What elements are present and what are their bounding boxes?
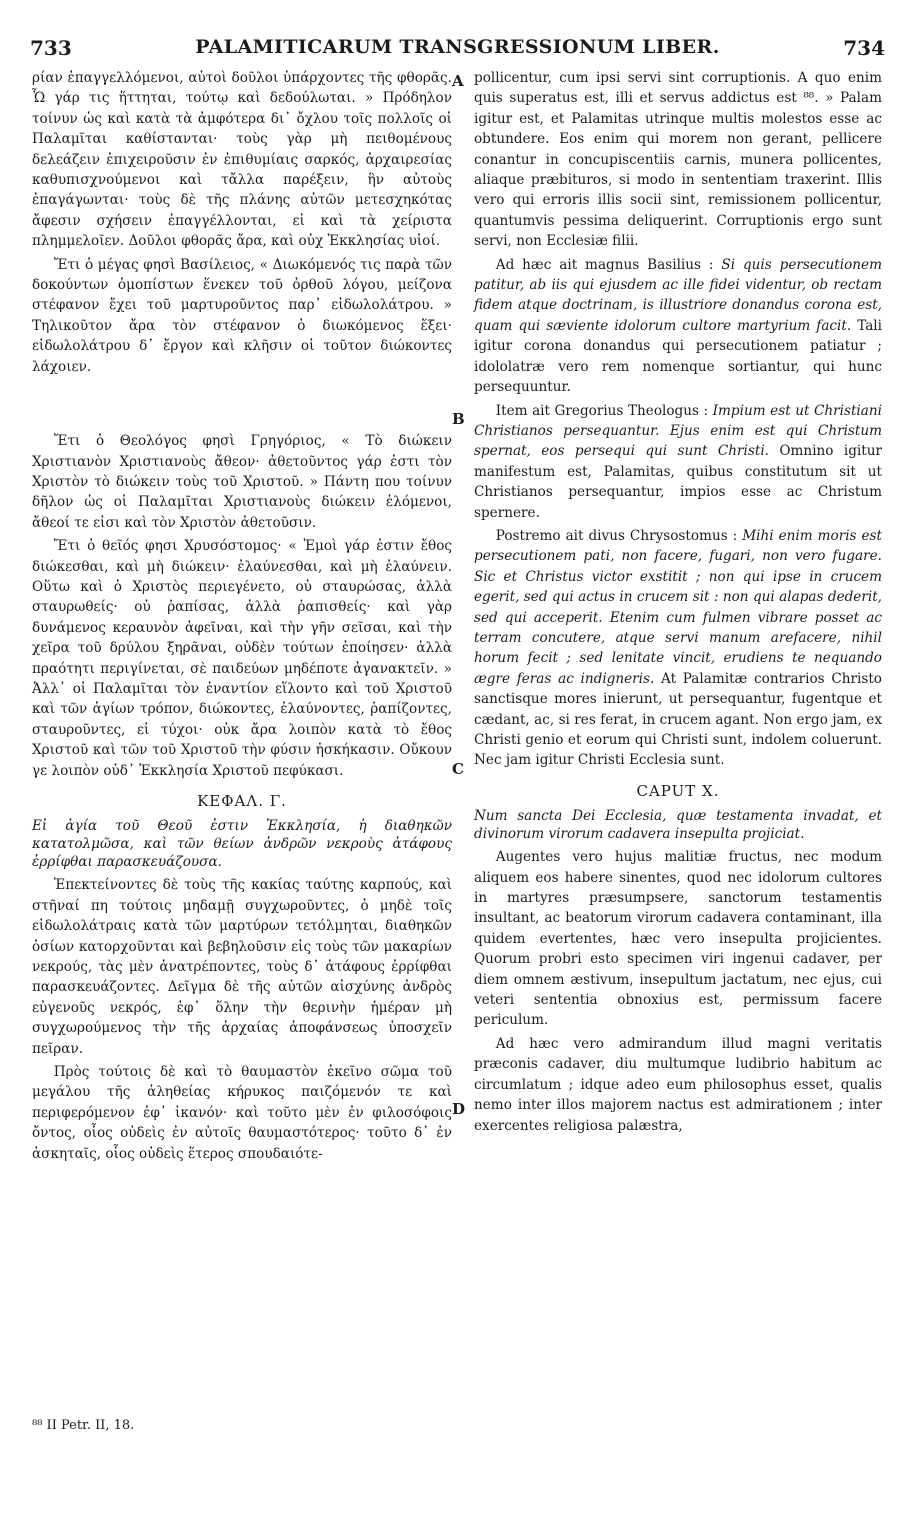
latin-paragraph-1: pollicentur, cum ipsi servi sint corruptionis. A quo enim quis superatus est, illi et servus addictus est ⁸⁸. » Palam igitur est, et Palamitas utrinque multis molestos esse ac obtundere. Eos enim qui morem non gerant, pellicere conantur in concupiscentiis carnis, munera pollicentes, aliaque præbituros, si modo in sententiam traxerint. Illis vero qui erroris illis socii sint, remissionem pollicentur, quantumvis pessima deliquerint. Corruptionis ergo sunt servi, non Ecclesiæ filii. [474,70,882,250]
latin-p4-quote: Mihi enim moris est persecutionem pati, non facere, fugari, non vero fugare. Sic et Christus victor exstitit ; non qui ipse in crucem egerit, sed qui actus in crucem sit : non qui alapas dederit, sed qui acceperit. Etenim cum fulmen vibrare posset ac terram concutere, atque servi manum arefacere, nihil horum fecit ; sed lenitate vincit, erudiens te nequando ægre feras ac indigneris. [474,527,882,687]
greek-chapter-heading: ΚΕΦΑΛ. Γ. [197,792,287,810]
section-marker-b: B [452,410,465,428]
latin-p3-intro: Item ait Gregorius Theologus : [495,402,713,419]
latin-p4-intro: Postremo ait divus Chrysostomus : [495,527,743,544]
latin-p2-rest: Tali igitur corona donandus qui persecutionem patiatur ; idololatræ vero rem nomenque sortiantur, qui hunc persequuntur. [474,317,883,396]
section-marker-c: C [452,760,464,778]
section-marker-a: A [452,72,464,90]
greek-paragraph-4: Ἔτι ὁ θεῖός φησι Χρυσόστομος· « Ἐμοὶ γάρ ἐστιν ἔθος διώκεσθαι, καὶ μὴ διώκειν· ἐλαύνεσθαι, καὶ μὴ ἐλαύνειν. Οὕτω καὶ ὁ Χριστὸς περιεγένετο, οὐ σταυρώσας, ἀλλὰ σταυρωθείς· οὐ ῥαπίσας, ἀλλὰ ῥαπισθείς· καὶ γὰρ δυνάμενος κεραυνὸν ἀφεῖναι, καὶ τὴν γῆν σεῖσαι, καὶ τὴν χεῖρα τοῦ δρύλου ξηρᾶναι, οὐδὲν τούτων ἐποίησεν· ἀλλὰ πραότητι περιγίνεται, σὲ παιδεύων μηδέποτε ἀγανακτεῖν. » Ἀλλ᾽ οἱ Παλαμῖται τὸν ἐναντίον εἵλοντο καὶ τοῦ Χριστοῦ καὶ τῶν ἁγίων τρόπον, διώκοντες, ἐλαύνοντες, ῥαπίζοντες, σταυροῦντες, εἰ τύχοι· οὐκ ἄρα λοιπὸν κατὰ τὸ ἔθος Χριστοῦ καὶ τῶν τοῦ Χριστοῦ τὴν φύσιν ἠσκήκασιν. Οὔκουν γε λοιπὸν οὐδ᾽ Ἐκκλησία Χριστοῦ πεφύκασι. [32,538,452,779]
latin-paragraph-2 [474,255,882,398]
greek-paragraph-3: Ἔτι ὁ Θεολόγος φησὶ Γρηγόριος, « Τὸ διώκειν Χριστιανὸν Χριστιανοὺς ἄθεον· ἀθετοῦντος γάρ ἐστι τὸν Χριστὸν τὸ διώκειν τοὺς τοῦ Χριστοῦ. » Πάντη που τοίνυν δῆλον ὡς οἱ Παλαμῖται Χριστιανοὺς διώκειν ἑλόμενοι, ἄθεοί τε εἰσι καὶ τὸν Χριστὸν ἀθετοῦσιν. [32,433,452,531]
running-title: PALAMITICARUM TRANSGRESSIONUM LIBER. [195,36,720,58]
page-header [30,34,885,64]
latin-p3-quote: Impium est ut Christiani Christianos persequantur. Ejus enim est qui Christum spernat, eos persequi qui sunt Christi. [474,402,882,460]
footnote: ⁸⁸ II Petr. II, 18. [32,1418,135,1433]
latin-paragraph-3 [474,401,882,523]
page-number-right: 734 [843,36,885,60]
page-number-left: 733 [30,36,72,60]
greek-paragraph-5: Ἐπεκτείνοντες δὲ τοὺς τῆς κακίας ταύτης καρπούς, καὶ στῆναί πη τούτοις μηδαμῇ συγχωροῦντες, ὁ μηδὲ τοῖς εἰδωλολάτραις κατὰ τῶν μαρτύρων τετόλμηται, διαθηκῶν ὁσίων κατορχοῦνται καὶ βεβηλοῦσιν εἰς τοὺς τῶν μακαρίων νεκρούς, τὰς μὲν ἀνατρέποντες, τοὺς δ᾽ ἀτάφους ἐρρίφθαι παρασκευάζοντες. Δεῖγμα δὲ τῆς αὐτῶν αἰσχύνης ἀνδρὸς εὐγενοῦς νεκρός, ἐφ᾽ ὅλην τὴν θερινὴν ἡμέραν μὴ συγχωρούμενος τὴν τῆς ἀρχαίας ἀποφάνσεως ὑποσχεῖν πεῖραν. [32,877,452,1057]
latin-column [474,68,882,1136]
greek-column [32,68,452,1164]
latin-paragraph-6: Ad hæc vero admirandum illud magni veritatis præconis cadaver, diu multumque ludibrio habitum ac circumlatum ; idque adeo eum philosophus esset, qualis nemo inter illos majorem nactus est admirationem ; inter exercentes religiosa palæstra, [474,1035,882,1134]
greek-paragraph-6: Πρὸς τούτοις δὲ καὶ τὸ θαυμαστὸν ἐκεῖνο σῶμα τοῦ μεγάλου τῆς ἀληθείας κήρυκος παιζόμενόν τε καὶ περιφερόμενον ἐφ᾽ ἱκανόν· καὶ τοῦτο μὲν ἐν φιλοσόφοις ὄντος, οἷος οὐδεὶς ἐν αὐτοῖς θαυμαστότερος· τοῦτο δ᾽ ἐν ἀσκηταῖς, οἷος οὐδεὶς ἕτερος σπουδαιότε- [32,1064,452,1162]
greek-chapter-summary: Εἰ ἁγία τοῦ Θεοῦ ἐστιν Ἐκκλησία, ἡ διαθηκῶν κατατολμῶσα, καὶ τῶν θείων ἀνδρῶν νεκροὺς ἀτάφους ἐρρίφθαι παρασκευάζουσα. [32,818,452,871]
latin-paragraph-4 [474,526,882,771]
latin-paragraph-5: Augentes vero hujus malitiæ fructus, nec modum aliquem eos habere sinentes, quod nec idolorum cultores in martyres præsumpsere, sanctorum testamentis insultant, ac beatorum virorum cadavera contaminant, illa quidem evertentes, hæc vero insepulta projicientes. Quorum probri esto specimen viri ingenui cadaver, per diem omnem æstivum, insepultum jactatum, nec ejus, cui veteri sententia obnoxius est, permissum facere periculum. [474,849,882,1029]
latin-p4-rest: At Palamitæ contrarios Christo sanctisque mores inierunt, ut persequantur, fugentque et cædant, ac, si res ferat, in crucem agant. Non ergo jam, ex Christi genio et eorum qui Christi sunt, indolem coluerunt. Nec jam igitur Christi Ecclesia sunt. [474,670,882,769]
latin-p2-intro: Ad hæc ait magnus Basilius : [495,256,722,273]
latin-chapter-heading: CAPUT X. [636,781,720,800]
greek-paragraph-2: Ἔτι ὁ μέγας φησὶ Βασίλειος, « Διωκόμενός τις παρὰ τῶν δοκούντων ὁμοπίστων ἕνεκεν τοῦ ὀρθοῦ λόγου, μείζονα στέφανον ἔχει τοῦ μαρτυροῦντος παρ᾽ εἰδωλολάτρου. » Τηλικοῦτον ἄρα τὸν στέφανον ὁ διωκόμενος ἕξει· εἰδωλολάτρου δ᾽ ἔργον καὶ κλῆσιν οἱ τοῦτον διώκοντες λάχοιεν. [32,256,452,375]
greek-paragraph-1: ρίαν ἐπαγγελλόμενοι, αὐτοὶ δοῦλοι ὑπάρχοντες τῆς φθορᾶς. Ὧ γάρ τις ἥττηται, τούτῳ καὶ δεδούλωται. » Πρόδηλον τοίνυν ὡς καὶ κατὰ τὰ ἀμφότερα δι᾽ ὄχλου τοῖς πολλοῖς οἱ Παλαμῖται καθίστανται· τοὺς γὰρ μὴ πειθομένους δελεάζειν ἐπιχειροῦσιν ἐν ἐπιθυμίαις σαρκός, ἀρχαιρεσίας καθυπισχνούμενοι καὶ τἄλλα παρέξειν, ἣν αὐτοὺς ἐπαγάγωνται· τοὺς δὲ τῆς πλάνης αὐτῶν μετεσχηκότας ἄφεσιν σχήσειν ἐπαγγέλλονται, εἰ καὶ τὰ χείριστα πλημμελοῖεν. Δοῦλοι φθορᾶς ἄρα, καὶ οὐχ Ἐκκλησίας υἱοί. [32,70,452,250]
latin-chapter-summary: Num sancta Dei Ecclesia, quæ testamenta invadat, et divinorum virorum cadavera insepulta projiciat. [474,808,882,843]
latin-p3-rest: Omnino igitur manifestum est, Palamitas, quibus constitutum sit ut Christianos persequantur, impios esse ac Christum spernere. [474,443,882,521]
latin-p2-quote: Si quis persecutionem patitur, ab iis qui ejusdem ac ille fidei videntur, ob rectam fidem atque doctrinam, is illustriore donandus corona est, quam qui sæviente idolorum cultore martyrium facit. [474,256,882,334]
section-marker-d: D [452,1100,466,1118]
